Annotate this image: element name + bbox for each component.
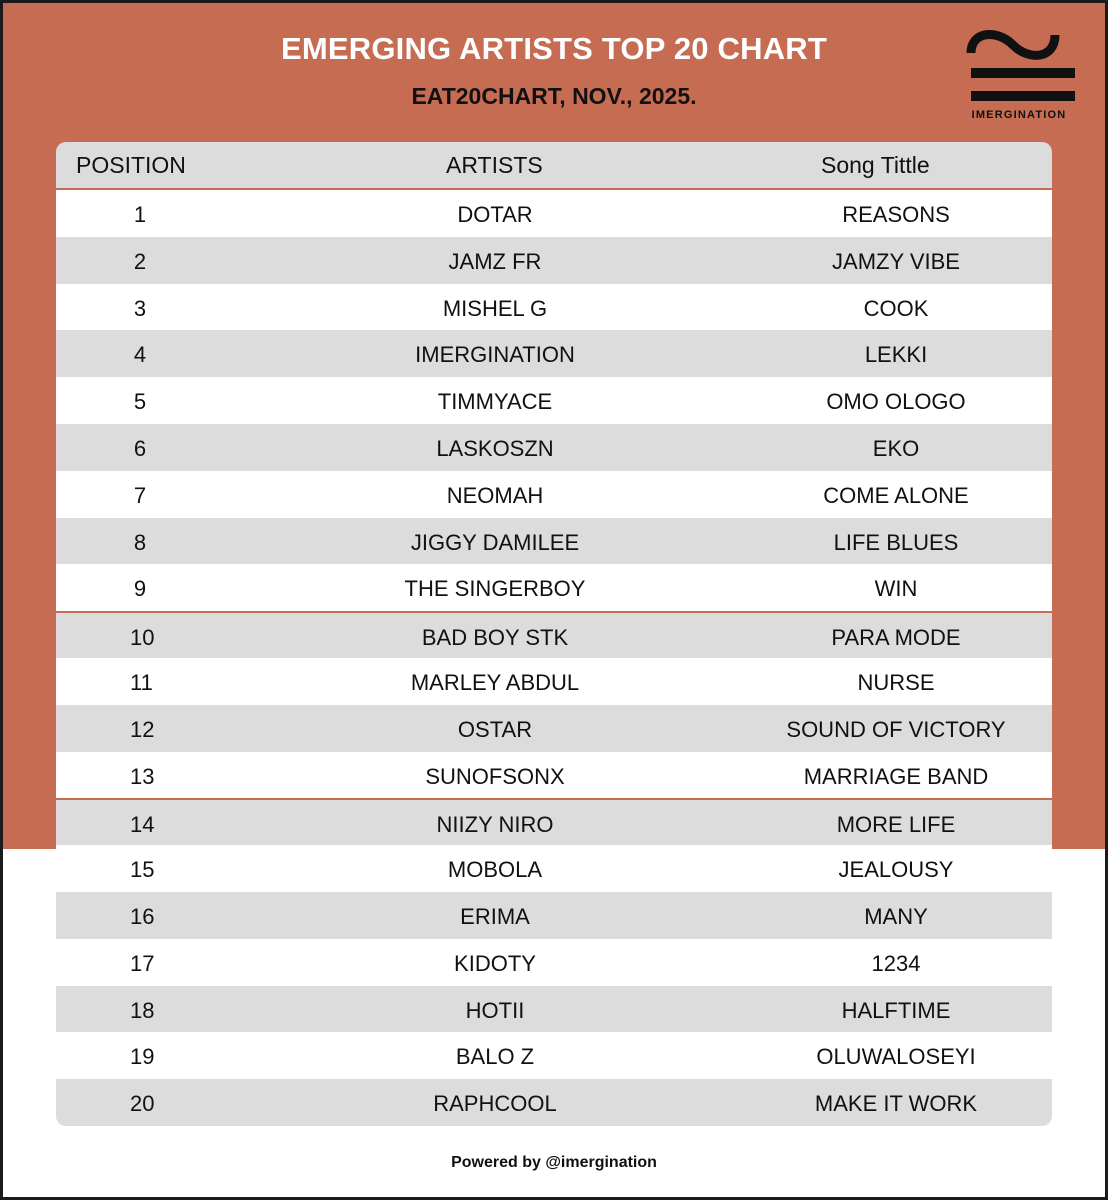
artist-cell: JAMZ FR — [448, 248, 542, 274]
brand-logo — [963, 25, 1075, 125]
column-header-artists: ARTISTS — [446, 152, 543, 178]
artist-cell: HOTII — [465, 997, 525, 1023]
table-row — [56, 564, 1052, 611]
artist-cell: JIGGY DAMILEE — [410, 529, 580, 555]
position-cell: 19 — [130, 1044, 155, 1070]
song-title-cell: MANY — [864, 903, 928, 929]
song-title-cell: SOUND OF VICTORY — [786, 716, 1006, 742]
artist-cell: IMERGINATION — [415, 342, 575, 368]
artist-cell: LASKOSZN — [436, 435, 554, 461]
song-title-cell: JEALOUSY — [838, 857, 954, 883]
position-cell: 5 — [133, 389, 147, 415]
song-title-cell: MAKE IT WORK — [814, 1091, 978, 1117]
table-row — [56, 1032, 1052, 1079]
table-row — [56, 611, 1052, 658]
table-row — [56, 377, 1052, 424]
song-title-cell: OMO OLOGO — [826, 389, 966, 415]
table-row — [56, 658, 1052, 705]
table-row — [56, 752, 1052, 799]
table-row — [56, 845, 1052, 892]
artist-cell: MARLEY ABDUL — [410, 669, 580, 695]
position-cell: 11 — [130, 669, 153, 695]
position-cell: 7 — [133, 482, 147, 508]
song-title-cell: PARA MODE — [831, 625, 961, 651]
position-cell: 17 — [130, 950, 155, 976]
song-title-cell: MARRIAGE BAND — [803, 763, 989, 789]
position-cell: 15 — [130, 857, 155, 883]
position-cell: 6 — [133, 435, 147, 461]
position-cell: 14 — [130, 812, 155, 838]
position-cell: 9 — [133, 576, 147, 602]
table-row — [56, 190, 1052, 237]
artist-cell: MISHEL G — [442, 295, 548, 321]
column-header-song-title: Song Tittle — [821, 152, 930, 178]
artist-cell: ERIMA — [460, 903, 530, 929]
song-title-cell: COOK — [863, 295, 929, 321]
table-row — [56, 471, 1052, 518]
song-title-cell: WIN — [874, 576, 918, 602]
column-header-position: POSITION — [76, 152, 186, 178]
table-header — [56, 142, 1052, 190]
table-row — [56, 798, 1052, 845]
table-row — [56, 424, 1052, 471]
position-cell: 20 — [130, 1091, 155, 1117]
artist-cell: BAD BOY STK — [421, 625, 569, 651]
position-cell: 2 — [133, 248, 147, 274]
position-cell: 3 — [133, 295, 147, 321]
artist-cell: NIIZY NIRO — [436, 812, 554, 838]
position-cell: 18 — [130, 997, 155, 1023]
table-row — [56, 284, 1052, 331]
position-cell: 12 — [130, 716, 155, 742]
artist-cell: SUNOFSONX — [425, 763, 565, 789]
table-row — [56, 330, 1052, 377]
artist-cell: KIDOTY — [454, 950, 536, 976]
song-title-cell: NURSE — [857, 669, 935, 695]
song-title-cell: HALFTIME — [841, 997, 951, 1023]
artist-cell: BALO Z — [455, 1044, 535, 1070]
page-subtitle: EAT20CHART, NOV., 2025. — [411, 83, 697, 109]
chart-table — [56, 142, 1052, 1126]
artist-cell: TIMMYACE — [437, 389, 553, 415]
position-cell: 4 — [133, 342, 147, 368]
table-row — [56, 1079, 1052, 1126]
logo-wordmark: IMERGINATION — [971, 109, 1067, 121]
song-title-cell: LEKKI — [864, 342, 928, 368]
table-row — [56, 939, 1052, 986]
song-title-cell: LIFE BLUES — [833, 529, 959, 555]
artist-cell: THE SINGERBOY — [404, 576, 586, 602]
position-cell: 16 — [130, 903, 155, 929]
table-row — [56, 518, 1052, 565]
footer-credit: Powered by @imergination — [451, 1154, 657, 1171]
artist-cell: DOTAR — [457, 202, 533, 227]
table-body — [56, 190, 1052, 1126]
artist-cell: OSTAR — [457, 716, 533, 742]
position-cell: 13 — [130, 763, 155, 789]
song-title-cell: REASONS — [842, 202, 950, 227]
position-cell: 10 — [130, 625, 155, 651]
song-title-cell: MORE LIFE — [836, 812, 956, 838]
position-cell: 1 — [133, 202, 147, 227]
table-row — [56, 237, 1052, 284]
position-cell: 8 — [133, 529, 147, 555]
table-row — [56, 986, 1052, 1033]
artist-cell: NEOMAH — [446, 482, 544, 508]
song-title-cell: OLUWALOSEYI — [816, 1044, 976, 1070]
table-row — [56, 892, 1052, 939]
page-title: EMERGING ARTISTS TOP 20 CHART — [280, 31, 828, 66]
table-row — [56, 705, 1052, 752]
song-title-cell: COME ALONE — [823, 482, 969, 508]
song-title-cell: EKO — [872, 435, 920, 461]
artist-cell: MOBOLA — [447, 857, 543, 883]
tilde-over-bars-icon — [963, 25, 1075, 107]
song-title-cell: 1234 — [871, 950, 921, 976]
song-title-cell: JAMZY VIBE — [832, 248, 960, 274]
artist-cell: RAPHCOOL — [433, 1091, 557, 1117]
